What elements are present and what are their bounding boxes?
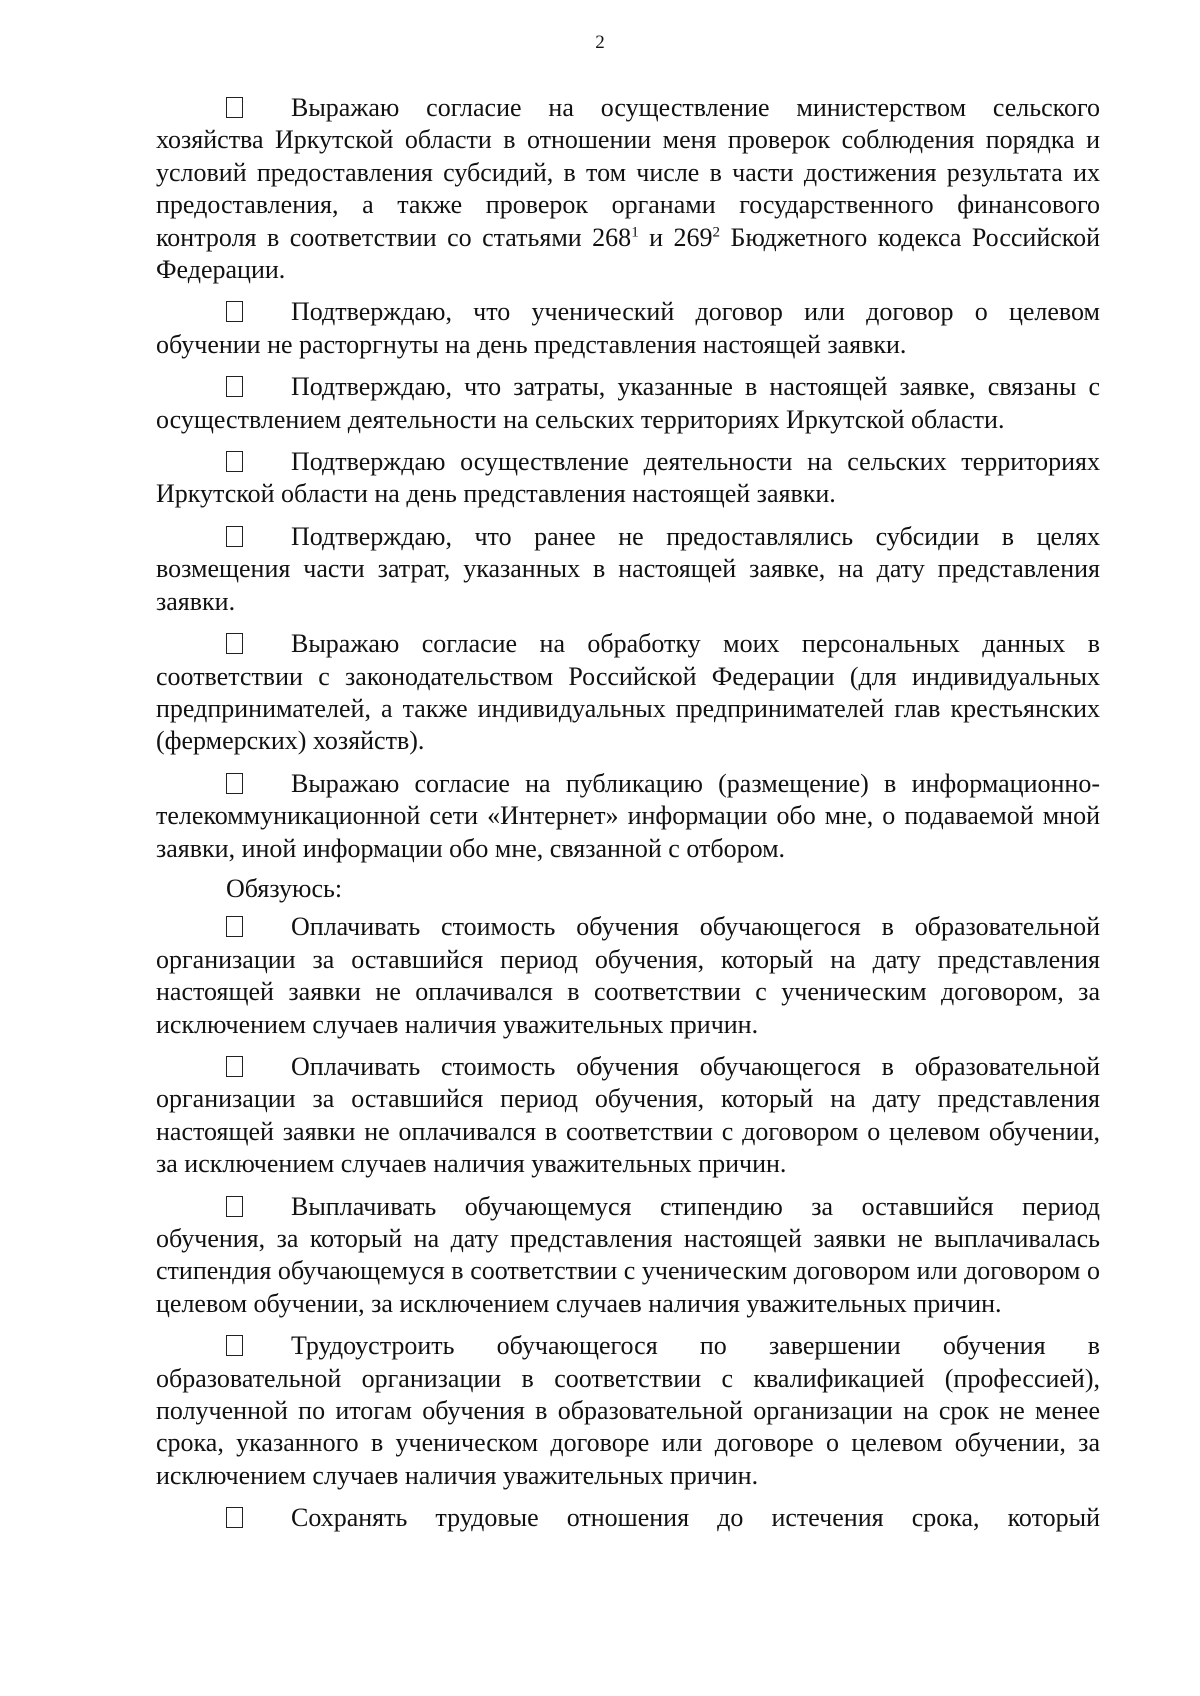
item-text-tail: Бюджетного кодекса Российской Федерации. (156, 222, 1101, 285)
obligation-item-pay-tuition-student (156, 911, 1100, 1041)
item-text: Оплачивать стоимость обучения обучающегося в образовательной организации за оставшийся период обучения, который на дату представления настоящей заявки не оплачивался в соответствии с ученическим договором, за исключением случаев наличия уважительных причин. (156, 912, 1100, 1039)
checkbox[interactable] (226, 1335, 243, 1356)
obligation-item-retain (156, 1502, 1100, 1534)
checkbox[interactable] (226, 633, 243, 654)
consent-item-publication (156, 768, 1100, 865)
checkbox[interactable] (226, 526, 243, 547)
superscript: 2 (712, 223, 721, 240)
item-text: Сохранять трудовые отношения до истечения срока, который (291, 1503, 1100, 1533)
item-text: Выплачивать обучающемуся стипендию за оставшийся период обучения, за который на дату представления настоящей заявки не выплачивалась стипендия обучающемуся в соответствии с ученическим договором или договором о целевом обучении, за исключением случаев наличия уважительных причин. (156, 1191, 1100, 1318)
confirm-item-costs (156, 371, 1100, 436)
item-text: Подтверждаю, что ученический договор или договор о целевом обучении не расторгнуты на день представления настоящей заявки. (156, 297, 1100, 359)
item-text: Подтверждаю, что затраты, указанные в настоящей заявке, связаны с осуществлением деятельности на сельских территориях Иркутской области. (156, 372, 1100, 434)
item-text: Подтверждаю, что ранее не предоставлялись субсидии в целях возмещения части затрат, указанных в настоящей заявке, на дату представления заявки. (156, 521, 1100, 616)
item-text: Выражаю согласие на публикацию (размещение) в информационно-телекоммуникационной сети «Интернет» информации обо мне, о подаваемой мной заявки, иной информации обо мне, связанной с отбором. (156, 768, 1100, 863)
consent-item-inspections (156, 92, 1100, 286)
consent-item-personal-data (156, 628, 1100, 758)
checkbox[interactable] (226, 376, 243, 397)
item-text-mid: и 269 (638, 222, 713, 252)
checkbox[interactable] (226, 773, 243, 794)
confirm-item-no-subsidies (156, 521, 1100, 618)
checkbox[interactable] (226, 1196, 243, 1217)
obligation-item-employ (156, 1330, 1100, 1492)
obligation-item-pay-tuition-target (156, 1051, 1100, 1181)
item-text: Подтверждаю осуществление деятельности на сельских территориях Иркутской области на день представления настоящей заявки. (156, 447, 1100, 509)
obligations-heading: Обязуюсь: (226, 873, 343, 903)
obligation-item-stipend (156, 1191, 1100, 1321)
document-body (156, 92, 1100, 1545)
item-text: Выражаю согласие на обработку моих персональных данных в соответствии с законодательством Российской Федерации (для индивидуальных предпринимателей, а также индивидуальных предпринимателей глав крестьянских (фермерских) хозяйств). (156, 629, 1100, 756)
item-text: Оплачивать стоимость обучения обучающегося в образовательной организации за оставшийся период обучения, который на дату представления настоящей заявки не оплачивался в соответствии с договором о целевом обучении, за исключением случаев наличия уважительных причин. (156, 1051, 1100, 1179)
confirm-item-contract (156, 296, 1100, 361)
item-text: Выражаю согласие на осуществление министерством сельского хозяйства Иркутской области в отношении меня проверок соблюдения порядка и условий предоставления субсидий, в том числе в части достижения результата их предоставления, а также проверок органами государственного финансового контроля в соответствии со статьями 268 (156, 93, 1100, 252)
checkbox[interactable] (226, 1507, 243, 1528)
confirm-item-activity (156, 446, 1100, 511)
item-text: Трудоустроить обучающегося по завершении обучения в образовательной организации в соответствии с квалификацией (профессией), полученной по итогам обучения в образовательной организации на срок не менее срока, указанного в ученическом договоре или договоре о целевом обучении, за исключением случаев наличия уважительных причин. (156, 1331, 1100, 1490)
checkbox[interactable] (226, 97, 243, 118)
checkbox[interactable] (226, 1056, 243, 1077)
superscript: 1 (631, 223, 639, 240)
page-number: 2 (595, 32, 605, 53)
checkbox[interactable] (226, 301, 243, 322)
checkbox[interactable] (226, 451, 243, 472)
checkbox[interactable] (226, 916, 243, 937)
